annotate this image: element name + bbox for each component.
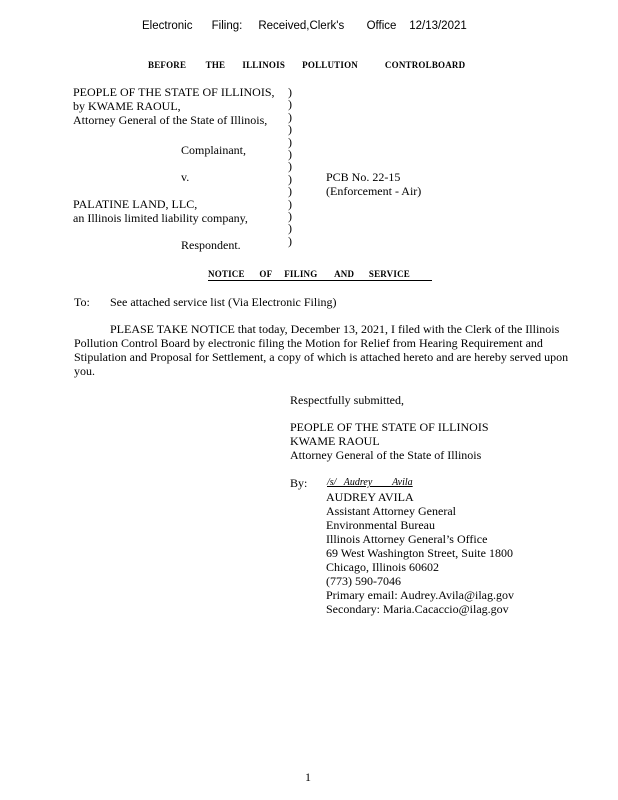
paren: ): [288, 171, 292, 186]
to-label: To:: [74, 295, 90, 309]
signer-line: (773) 590-7046: [326, 574, 401, 588]
plaintiff-line: by KWAME RAOUL,: [73, 99, 181, 113]
org-line: PEOPLE OF THE STATE OF ILLINOIS: [290, 420, 489, 434]
signer-line: Chicago, Illinois 60602: [326, 560, 439, 574]
plaintiff-block: [73, 85, 275, 127]
board-heading: BEFORE THE ILLINOIS POLLUTION CONTROLBOARD: [148, 60, 466, 70]
paren: ): [288, 85, 292, 99]
paren: ): [288, 134, 292, 149]
case-type: (Enforcement - Air): [326, 184, 422, 198]
defendant-block: [73, 197, 248, 225]
defendant-line: an Illinois limited liability company,: [73, 211, 248, 225]
notice-paragraph-text: PLEASE TAKE NOTICE that today, December 13, 2021, I filed with the Clerk of the Illinois Pollution Control Board by electronic filing the Motion for Relief from Hearing Requirement and Stipulation and Proposal for Settlement, a copy of which is attached hereto and are hereby served upon you.: [74, 322, 569, 378]
to-value: See attached service list (Via Electronic Filing): [110, 295, 337, 309]
paren: ): [288, 221, 292, 236]
versus-label: v.: [181, 170, 190, 184]
caption-parentheses: [288, 86, 292, 247]
signer-line: Environmental Bureau: [326, 518, 435, 532]
respectfully-submitted: Respectfully submitted,: [290, 393, 404, 407]
signer-block: [326, 490, 514, 616]
plaintiff-line: Attorney General of the State of Illinois,: [73, 113, 268, 127]
respondent-label: Respondent.: [181, 238, 241, 252]
notice-paragraph: [74, 322, 574, 378]
signer-line: Primary email: Audrey.Avila@ilag.gov: [326, 588, 515, 602]
signer-line: Illinois Attorney General’s Office: [326, 532, 488, 546]
paren: ): [288, 109, 292, 124]
signature: /s/ Audrey Avila: [327, 477, 413, 488]
filing-stamp: Electronic Filing: Received,Clerk's Office 12/13/2021: [142, 20, 467, 32]
org-block: [290, 420, 489, 462]
plaintiff-line: PEOPLE OF THE STATE OF ILLINOIS,: [73, 85, 275, 99]
case-number: PCB No. 22-15: [326, 170, 401, 184]
org-line: KWAME RAOUL: [290, 434, 380, 448]
signer-line: Assistant Attorney General: [326, 504, 456, 518]
page-number: 1: [305, 770, 311, 784]
by-label: By:: [290, 476, 308, 490]
paren: ): [288, 196, 292, 211]
signer-line: Secondary: Maria.Cacaccio@ilag.gov: [326, 602, 509, 616]
paren: ): [288, 233, 292, 248]
paren: ): [288, 147, 292, 162]
signer-line: 69 West Washington Street, Suite 1800: [326, 546, 513, 560]
complainant-label: Complainant,: [181, 143, 246, 157]
paren: ): [288, 159, 292, 174]
paren: ): [288, 184, 292, 199]
signer-line: AUDREY AVILA: [326, 490, 414, 504]
paren: ): [288, 209, 292, 224]
org-line: Attorney General of the State of Illinois: [290, 448, 482, 462]
defendant-line: PALATINE LAND, LLC,: [73, 197, 198, 211]
paren: ): [288, 122, 292, 137]
notice-title: NOTICE OF FILING AND SERVICE: [208, 269, 432, 281]
paren: ): [288, 97, 292, 112]
